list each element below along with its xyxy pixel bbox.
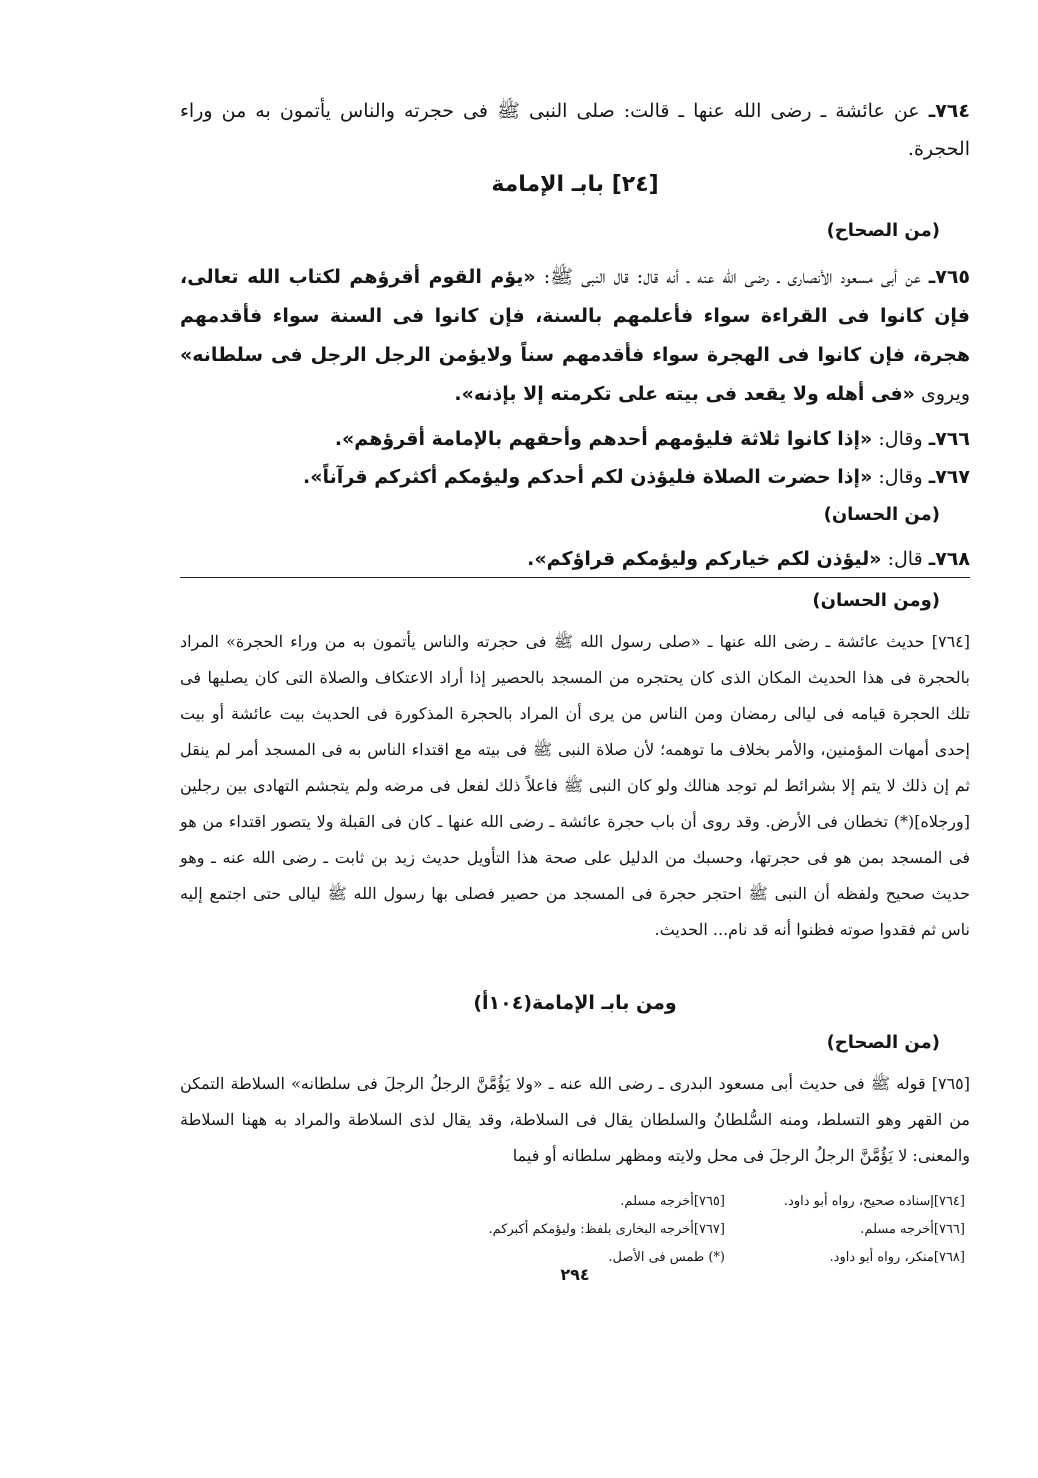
hadith-764 [180, 92, 970, 168]
hadith-767 [180, 458, 970, 497]
footnote: [٧٦٥]أخرجه مسلم. [620, 1194, 725, 1209]
chapter-title: [٢٤] بابـ الإمامة [491, 172, 659, 197]
hadith-number: ٧٦٨ـ [928, 548, 970, 570]
hadith-variant-quote: «فى أهله ولا يقعد فى بيته على تكرمته إلا بإذنه». [454, 383, 915, 405]
section-divider [180, 577, 970, 578]
hadith-variant-label: ويروى [921, 383, 970, 405]
footnote: [٧٦٦]أخرجه مسلم. [860, 1222, 965, 1237]
commentary-chapter-title: ومن بابـ الإمامة(١٠٤أ) [473, 992, 677, 1014]
page-number: ٢٩٤ [560, 1265, 590, 1284]
footnote-row [180, 1188, 970, 1216]
section-sahih: (من الصحاح) [826, 220, 940, 241]
hadith-765 [180, 258, 970, 414]
hadith-766 [180, 420, 970, 459]
footnote: [٧٦٤]إسناده صحيح، رواه أبو داود. [783, 1194, 965, 1209]
hadith-intro: عن أبى مسعود الأنصارى ـ رضى الله عنه ـ أنه قال: قال النبى ﷺ: [543, 266, 921, 288]
commentary-765: [٧٦٥] قوله ﷺ فى حديث أبى مسعود البدرى ـ رضى الله عنه ـ «ولا يَؤُمَّنَّ الرجلُ الرجلَ فى سلطانه» السلاطة التمكن من القهر وهو التسلط، ومنه السُّلطانُ والسلطان يقال فى السلاطة، وقد يقال لذى السلاطة والمراد به ههنا السلاطة والمعنى: لا يَؤُمَّنَّ الرجلُ الرجلَ فى محل ولايته ومظهر سلطانه أو فيما [180, 1074, 970, 1165]
hadith-number: ٧٦٧ـ [928, 466, 970, 488]
hadith-quote: «إذا حضرت الصلاة فليؤذن لكم أحدكم وليؤمكم أكثركم قرآناً». [303, 466, 873, 488]
commentary-section-hisan: (ومن الحسان) [812, 590, 940, 611]
hadith-quote: «يؤم القوم أقرؤهم لكتاب الله تعالى، فإن كانوا فى القراءة سواء فأعلمهم بالسنة، فإن كانوا فى السنة سواء فأقدمهم هجرة، فإن كانوا فى الهجرة سواء فأقدمهم سناً ولايؤمن الرجل الرجل فى سلطانه» [180, 266, 970, 366]
hadith-text: عن عائشة ـ رضى الله عنها ـ قالت: صلى النبى ﷺ فى حجرته والناس يأتمون به من وراء الحجرة. [180, 100, 970, 160]
footnote: (*) طمس فى الأصل. [608, 1250, 725, 1265]
hadith-quote: «إذا كانوا ثلاثة فليؤمهم أحدهم وأحقهم بالإمامة أقرؤهم». [334, 428, 873, 450]
footnote-row [180, 1216, 970, 1244]
hadith-intro: وقال: [878, 428, 923, 450]
hadith-quote: «ليؤذن لكم خياركم وليؤمكم قراؤكم». [527, 548, 882, 570]
hadith-number: ٧٦٤ـ [928, 100, 970, 122]
hadith-intro: وقال: [878, 466, 923, 488]
hadith-768 [180, 540, 970, 579]
commentary-764: [٧٦٤] حديث عائشة ـ رضى الله عنها ـ «صلى رسول الله ﷺ فى حجرته والناس يأتمون به من وراء الحجرة» المراد بالحجرة فى هذا الحديث المكان الذى كان يحتجره من المسجد بالحصير إذا أراد الاعتكاف والصلاة التى كان يصليها فى تلك الحجرة قيامه فى ليالى رمضان ومن الناس من يرى أن المراد بالحجرة المذكورة فى الحديث بيت عائشة أو بيت إحدى أمهات المؤمنين، والأمر بخلاف ما توهمه؛ لأن صلاة النبى ﷺ فى بيته مع اقتداء الناس به فى المسجد أمر لم ينقل ثم إن ذلك لا يتم إلا بشرائط لم توجد هنالك ولو كان النبى ﷺ فاعلاً ذلك لفعل فى مرضه ولم يتجشم التهادى بين رجلين [ورجلاه](*) تخطان فى الأرض. وقد روى أن باب حجرة عائشة ـ رضى الله عنها ـ كان فى القبلة ولا يتصور اقتداء من هو فى المسجد بمن هو فى حجرتها، وحسبك من الدليل على صحة هذا التأويل حديث زيد بن ثابت ـ رضى الله عنه ـ وهو حديث صحيح ولفظه أن النبى ﷺ احتجر حجرة فى المسجد من حصير فصلى بها رسول الله ﷺ ليالى حتى اجتمع إليه ناس ثم فقدوا صوته فظنوا أنه قد نام... الحديث. [180, 632, 971, 939]
footnotes [180, 1188, 970, 1272]
commentary-section-sahih: (من الصحاح) [826, 1032, 940, 1053]
section-hisan: (من الحسان) [823, 504, 940, 525]
footnote: [٧٦٧]أخرجه البخارى بلفظ: وليؤمكم أكبركم. [488, 1222, 725, 1237]
hadith-number: ٧٦٦ـ [928, 428, 970, 450]
hadith-number: ٧٦٥ـ [928, 266, 971, 288]
hadith-intro: قال: [887, 548, 923, 570]
footnote: [٧٦٨]منكر، رواه أبو داود. [829, 1250, 965, 1265]
